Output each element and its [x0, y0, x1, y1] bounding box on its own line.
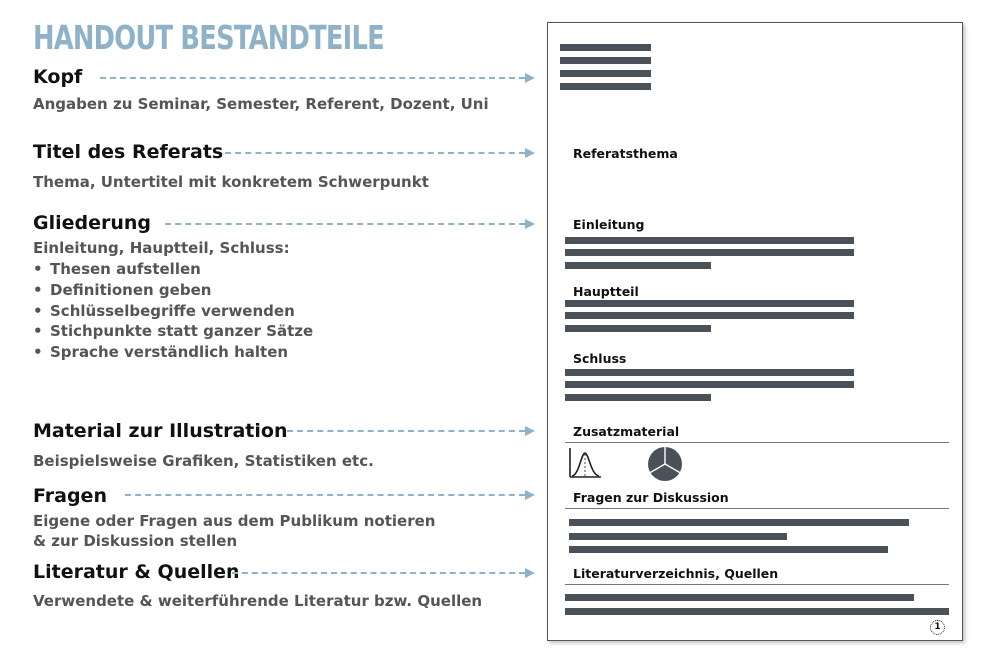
page-title: HANDOUT BESTANDTEILE	[33, 18, 384, 57]
text-bar	[565, 594, 914, 601]
text-bar	[569, 533, 787, 540]
text-bar	[565, 394, 711, 401]
text-bar	[565, 249, 854, 256]
arrow-gliederung	[165, 223, 525, 225]
arrow-titel	[225, 152, 525, 154]
text-bar	[565, 237, 854, 244]
bullet-item: • Definitionen geben	[33, 280, 313, 301]
bullet-item: • Sprache verständlich halten	[33, 342, 313, 363]
section-desc-kopf: Angaben zu Seminar, Semester, Referent, Dozent, Uni	[33, 95, 489, 113]
arrow-literatur	[232, 572, 525, 574]
section-desc-material: Beispielsweise Grafiken, Statistiken etc.	[33, 452, 374, 470]
pie-chart-icon	[647, 446, 683, 482]
doc-label-fragen-diskussion: Fragen zur Diskussion	[573, 490, 729, 505]
divider	[565, 508, 949, 509]
gliederung-bullet-list	[33, 259, 313, 363]
arrow-material	[287, 430, 525, 432]
text-bar	[565, 608, 949, 615]
distribution-curve-icon	[567, 446, 603, 480]
arrow-fragen	[125, 494, 525, 496]
doc-label-referatsthema: Referatsthema	[573, 146, 678, 161]
doc-label-einleitung: Einleitung	[573, 217, 645, 232]
section-heading-kopf: Kopf	[33, 66, 83, 88]
header-bar	[560, 70, 651, 77]
section-heading-fragen: Fragen	[33, 485, 107, 507]
text-bar	[565, 300, 854, 307]
text-bar	[565, 262, 711, 269]
section-heading-gliederung: Gliederung	[33, 212, 152, 234]
arrow-kopf	[100, 77, 525, 79]
divider	[565, 584, 949, 585]
section-desc-literatur: Verwendete & weiterführende Literatur bzw. Quellen	[33, 592, 483, 610]
section-desc-fragen-line1: Eigene oder Fragen aus dem Publikum notieren	[33, 512, 436, 530]
doc-label-literaturverzeichnis: Literaturverzeichnis, Quellen	[573, 566, 779, 581]
doc-label-zusatzmaterial: Zusatzmaterial	[573, 424, 680, 439]
divider	[565, 442, 949, 443]
handout-document-mockup	[547, 22, 963, 641]
doc-label-hauptteil: Hauptteil	[573, 284, 639, 299]
text-bar	[565, 369, 854, 376]
header-bar	[560, 83, 651, 90]
bullet-item: • Thesen aufstellen	[33, 259, 313, 280]
header-bar	[560, 44, 651, 51]
header-bar	[560, 57, 651, 64]
text-bar	[565, 312, 854, 319]
section-desc-gliederung: Einleitung, Hauptteil, Schluss:	[33, 239, 290, 257]
bullet-item: • Schlüsselbegriffe verwenden	[33, 301, 313, 322]
page-number-badge: 1	[930, 620, 945, 635]
text-bar	[565, 325, 711, 332]
section-desc-fragen-line2: & zur Diskussion stellen	[33, 532, 238, 550]
section-heading-literatur: Literatur & Quellen	[33, 561, 240, 583]
section-heading-titel: Titel des Referats	[33, 141, 224, 163]
text-bar	[569, 519, 909, 526]
section-desc-titel: Thema, Untertitel mit konkretem Schwerpunkt	[33, 173, 429, 191]
bullet-item: • Stichpunkte statt ganzer Sätze	[33, 321, 313, 342]
text-bar	[569, 546, 888, 553]
doc-label-schluss: Schluss	[573, 351, 627, 366]
text-bar	[565, 381, 854, 388]
section-heading-material: Material zur Illustration	[33, 420, 288, 442]
